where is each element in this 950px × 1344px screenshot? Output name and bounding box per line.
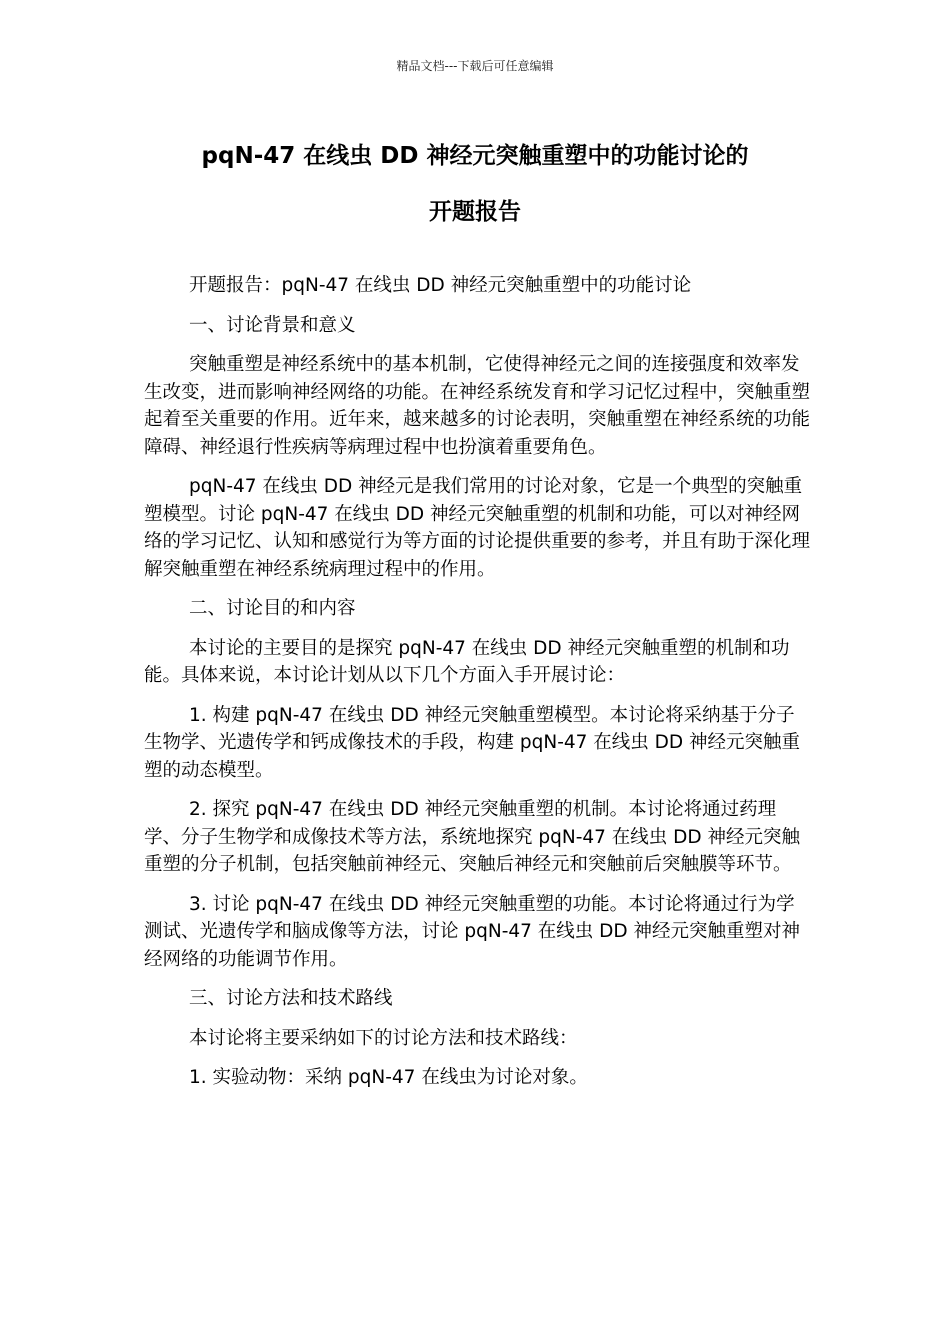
section-heading-objectives: 二、讨论目的和内容 [189, 598, 356, 619]
document-title-line-2: 开题报告 [429, 199, 521, 225]
document-body [144, 272, 810, 1104]
list-item-objective-3: 3. 讨论 pqN-47 在线虫 DD 神经元突触重塑的功能。本讨论将通过行为学测试、光遗传学和脑成像等方法，讨论 pqN-47 在线虫 DD 神经元突触重塑对神经网络的功能调节作用。 [144, 893, 801, 970]
section-heading-methods: 三、讨论方法和技术路线 [189, 988, 393, 1009]
paragraph-background-2: pqN-47 在线虫 DD 神经元是我们常用的讨论对象，它是一个典型的突触重塑模型。讨论 pqN-47 在线虫 DD 神经元突触重塑的机制和功能，可以对神经网络的学习记忆、认知和感觉行为等方面的讨论提供重要的参考，并且有助于深化理解突触重塑在神经系统病理过程中的作用。 [144, 476, 811, 580]
list-item-method-1: 1. 实验动物：采纳 pqN-47 在线虫为讨论对象。 [189, 1067, 588, 1088]
page-header-note: 精品文档---下载后可任意编辑 [396, 59, 554, 73]
section-heading-background: 一、讨论背景和意义 [189, 314, 356, 336]
paragraph-objectives-intro: 本讨论的主要目的是探究 pqN-47 在线虫 DD 神经元突触重塑的机制和功能。具体来说，本讨论计划从以下几个方面入手开展讨论： [144, 637, 790, 686]
list-item-objective-2: 2. 探究 pqN-47 在线虫 DD 神经元突触重塑的机制。本讨论将通过药理学、分子生物学和成像技术等方法，系统地探究 pqN-47 在线虫 DD 神经元突触重塑的分子机制，包括突触前神经元、突触后神经元和突触前后突触膜等环节。 [144, 799, 801, 875]
paragraph-background-1: 突触重塑是神经系统中的基本机制，它使得神经元之间的连接强度和效率发生改变，进而影响神经网络的功能。在神经系统发育和学习记忆过程中，突触重塑起着至关重要的作用。近年来，越来越多的讨论表明，突触重塑在神经系统的功能障碍、神经退行性疾病等病理过程中也扮演着重要角色。 [144, 354, 811, 458]
list-item-objective-1: 1. 构建 pqN-47 在线虫 DD 神经元突触重塑模型。本讨论将采纳基于分子生物学、光遗传学和钙成像技术的手段，构建 pqN-47 在线虫 DD 神经元突触重塑的动态模型。 [144, 704, 801, 781]
report-subject-line: 开题报告：pqN-47 在线虫 DD 神经元突触重塑中的功能讨论 [189, 275, 692, 296]
document-title-line-1: pqN-47 在线虫 DD 神经元突触重塑中的功能讨论的 [201, 143, 749, 169]
paragraph-methods-intro: 本讨论将主要采纳如下的讨论方法和技术路线： [189, 1027, 578, 1049]
